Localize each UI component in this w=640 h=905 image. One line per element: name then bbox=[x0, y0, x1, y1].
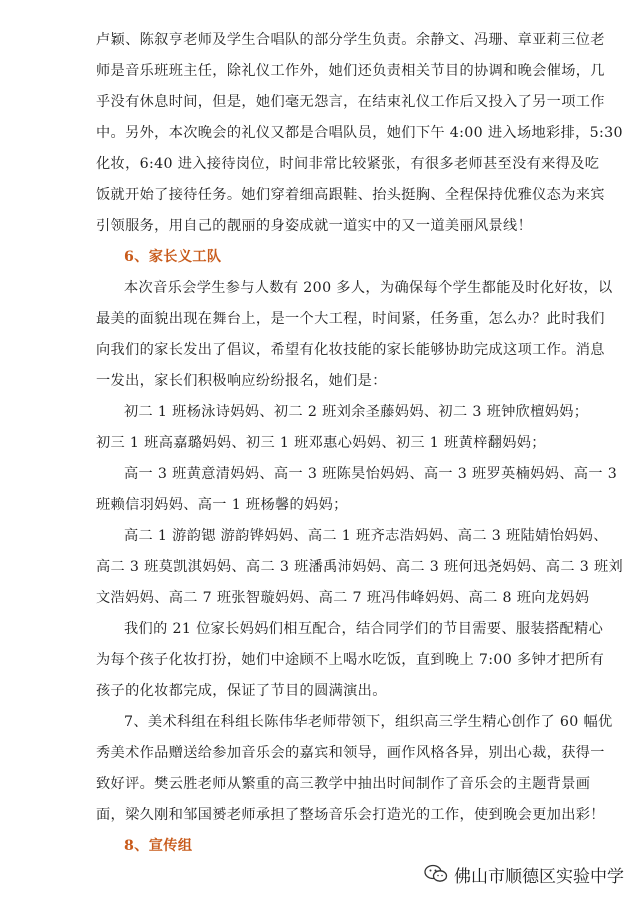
watermark-text: 佛山市顺德区实验中学 bbox=[454, 866, 624, 887]
paragraph-line: 致好评。樊云胜老师从繁重的高三教学中抽出时间制作了音乐会的主题背景画 bbox=[96, 776, 591, 792]
volunteer-list-line: 初三 1 班高嘉璐妈妈、初三 1 班邓惠心妈妈、初三 1 班黄梓翻妈妈； bbox=[96, 435, 546, 451]
wechat-watermark bbox=[424, 861, 624, 887]
volunteer-list-line: 班赖信羽妈妈、高一 1 班杨馨的妈妈； bbox=[96, 497, 348, 513]
paragraph-line: 为每个孩子化妆打扮，她们中途顾不上喝水吃饭，直到晚上 7:00 多钟才把所有 bbox=[96, 652, 605, 668]
wechat-icon bbox=[424, 864, 448, 884]
paragraph-line: 引领服务，用自己的靓丽的身姿成就一道实中的又一道美丽风景线！ bbox=[96, 218, 533, 234]
paragraph-line: 我们的 21 位家长妈妈们相互配合，结合同学们的节目需要、服装搭配精心 bbox=[124, 621, 604, 637]
paragraph-line: 秀美术作品赠送给参加音乐会的嘉宾和领导，画作风格各异，别出心裁，获得一 bbox=[96, 745, 605, 761]
volunteer-list-line: 高一 3 班黄意清妈妈、高一 3 班陈昊怡妈妈、高一 3 班罗英楠妈妈、高一 3 bbox=[124, 466, 618, 482]
section-heading-publicity: 8、宣传组 bbox=[124, 838, 193, 854]
paragraph-line: 乎没有休息时间，但是，她们毫无怨言，在结束礼仪工作后又投入了另一项工作 bbox=[96, 94, 605, 110]
paragraph-line: 孩子的化妆都完成，保证了节目的圆满演出。 bbox=[96, 683, 387, 699]
paragraph-line: 师是音乐班班主任，除礼仪工作外，她们还负责相关节目的协调和晚会催场，几 bbox=[96, 63, 605, 79]
paragraph-line: 中。另外，本次晚会的礼仪又都是合唱队员，她们下午 4:00 进入场地彩排，5:30 bbox=[96, 125, 623, 141]
paragraph-line: 7、美术科组在科组长陈伟华老师带领下，组织高三学生精心创作了 60 幅优 bbox=[124, 714, 613, 730]
paragraph-line: 化妆，6:40 进入接待岗位，时间非常比较紧张，有很多老师甚至没有来得及吃 bbox=[96, 156, 600, 172]
paragraph-line: 一发出，家长们积极响应纷纷报名，她们是： bbox=[96, 373, 387, 389]
volunteer-list-line: 初二 1 班杨泳诗妈妈、初二 2 班刘余圣藤妈妈、初二 3 班钟欣檀妈妈； bbox=[124, 404, 589, 420]
paragraph-line: 向我们的家长发出了倡议，希望有化妆技能的家长能够协助完成这项工作。消息 bbox=[96, 342, 605, 358]
paragraph-line: 卢颖、陈叙亨老师及学生合唱队的部分学生负责。余静文、冯珊、章亚莉三位老 bbox=[96, 32, 605, 48]
volunteer-list-line: 高二 3 班莫凯淇妈妈、高二 3 班潘禹沛妈妈、高二 3 班何迅尧妈妈、高二 3 班刘 bbox=[96, 559, 624, 575]
paragraph-line: 最美的面貌出现在舞台上，是一个大工程，时间紧，任务重，怎么办？此时我们 bbox=[96, 311, 605, 327]
paragraph-line: 饭就开始了接待任务。她们穿着细高跟鞋、抬头挺胸、全程保持优雅仪态为来宾 bbox=[96, 187, 605, 203]
section-heading-parent-volunteers: 6、家长义工队 bbox=[124, 249, 222, 265]
volunteer-list-line: 文浩妈妈、高二 7 班张智璇妈妈、高二 7 班冯伟峰妈妈、高二 8 班向龙妈妈 bbox=[96, 590, 590, 606]
volunteer-list-line: 高二 1 游韵锶 游韵铧妈妈、高二 1 班齐志浩妈妈、高二 3 班陆婧怡妈妈、 bbox=[124, 528, 608, 544]
paragraph-line: 本次音乐会学生参与人数有 200 多人，为确保每个学生都能及时化好妆，以 bbox=[124, 280, 613, 296]
paragraph-line: 面，梁久刚和邹国赟老师承担了整场音乐会打造光的工作，使到晚会更加出彩！ bbox=[96, 807, 605, 823]
